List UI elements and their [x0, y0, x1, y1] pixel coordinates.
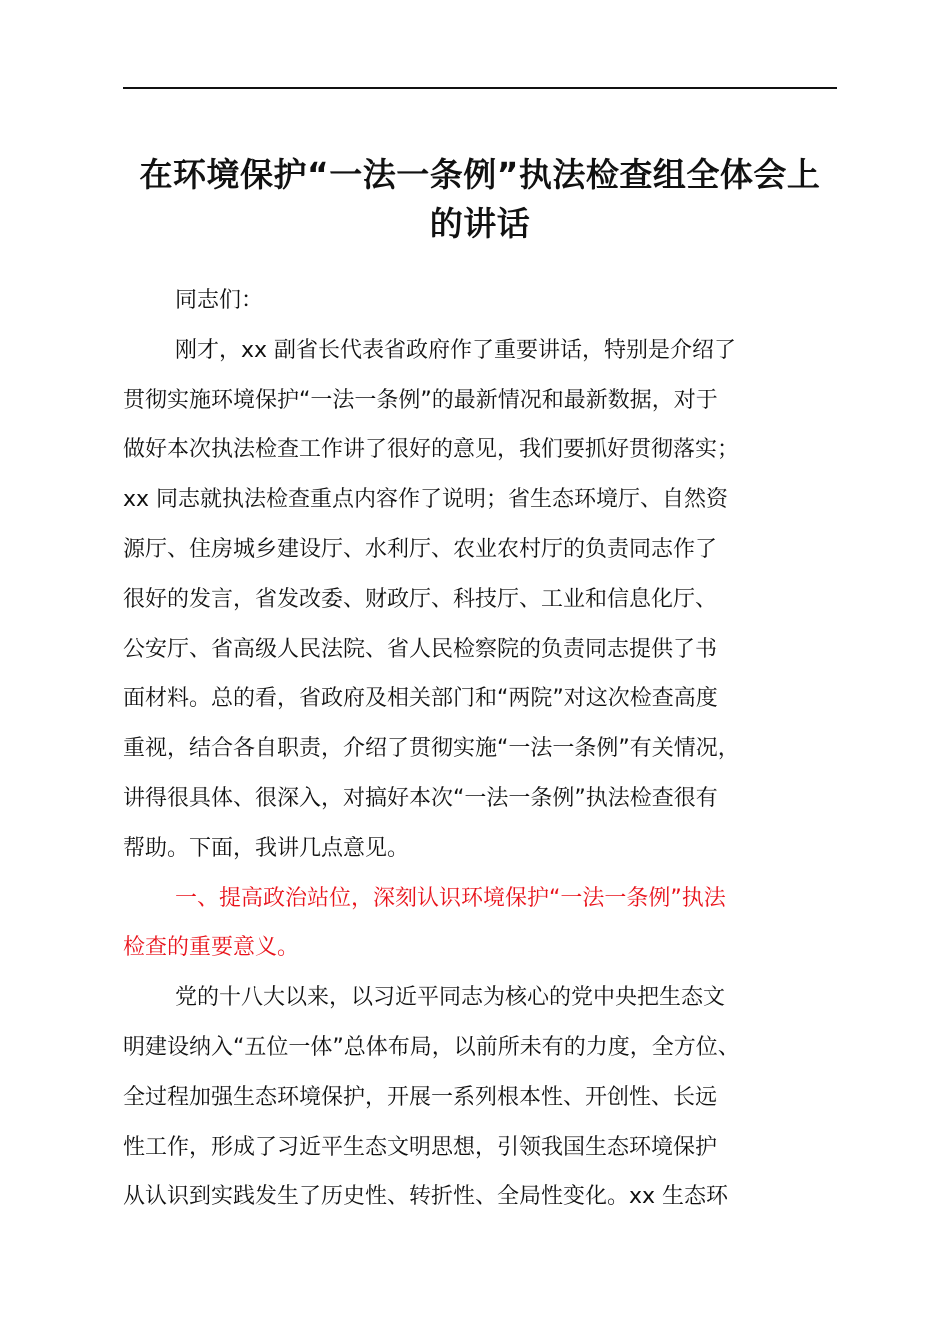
text-line: 从认识到实践发生了历史性、转折性、全局性变化。xx 生态环 [123, 1184, 729, 1210]
section-paragraph-1 [123, 973, 863, 1222]
text-line: 全过程加强生态环境保护，开展一系列根本性、开创性、长远 [123, 1084, 718, 1110]
salutation-text: 同志们： [175, 288, 264, 313]
opening-paragraph [123, 326, 863, 874]
text-line: 讲得很具体、很深入，对搞好本次“一法一条例”执法检查很有 [123, 785, 718, 811]
text-line: 刚才，xx 副省长代表省政府作了重要讲话，特别是介绍了 [175, 337, 737, 363]
text-line: 性工作，形成了习近平生态文明思想，引领我国生态环境保护 [123, 1134, 718, 1160]
text-line: 面材料。总的看，省政府及相关部门和“两院”对这次检查高度 [123, 686, 718, 712]
text-line: 党的十八大以来，以习近平同志为核心的党中央把生态文 [175, 985, 726, 1011]
section-heading-1 [123, 874, 863, 974]
title-line-2: 的讲话 [429, 204, 531, 243]
text-line: 很好的发言，省发改委、财政厅、科技厅、工业和信息化厅、 [123, 586, 718, 612]
heading-line: 检查的重要意义。 [123, 935, 300, 961]
text-line: 贯彻实施环境保护“一法一条例”的最新情况和最新数据，对于 [123, 387, 718, 413]
text-line: xx 同志就执法检查重点内容作了说明；省生态环境厅、自然资 [123, 487, 729, 513]
document-body [123, 276, 863, 1222]
text-line: 源厅、住房城乡建设厅、水利厅、农业农村厅的负责同志作了 [123, 536, 718, 562]
text-line: 公安厅、省高级人民法院、省人民检察院的负责同志提供了书 [123, 636, 718, 662]
heading-line: 一、提高政治站位，深刻认识环境保护“一法一条例”执法 [175, 885, 726, 911]
text-line: 做好本次执法检查工作讲了很好的意见，我们要抓好贯彻落实； [123, 437, 740, 463]
title-line-1: 在环境保护“一法一条例”执法检查组全体会上 [139, 155, 821, 194]
header-rule [123, 87, 837, 89]
text-line: 重视，结合各自职责，介绍了贯彻实施“一法一条例”有关情况， [123, 736, 740, 762]
text-line: 帮助。下面，我讲几点意见。 [123, 835, 410, 861]
text-line: 明建设纳入“五位一体”总体布局，以前所未有的力度，全方位、 [123, 1034, 740, 1060]
salutation [123, 276, 863, 326]
document-title [110, 150, 850, 248]
